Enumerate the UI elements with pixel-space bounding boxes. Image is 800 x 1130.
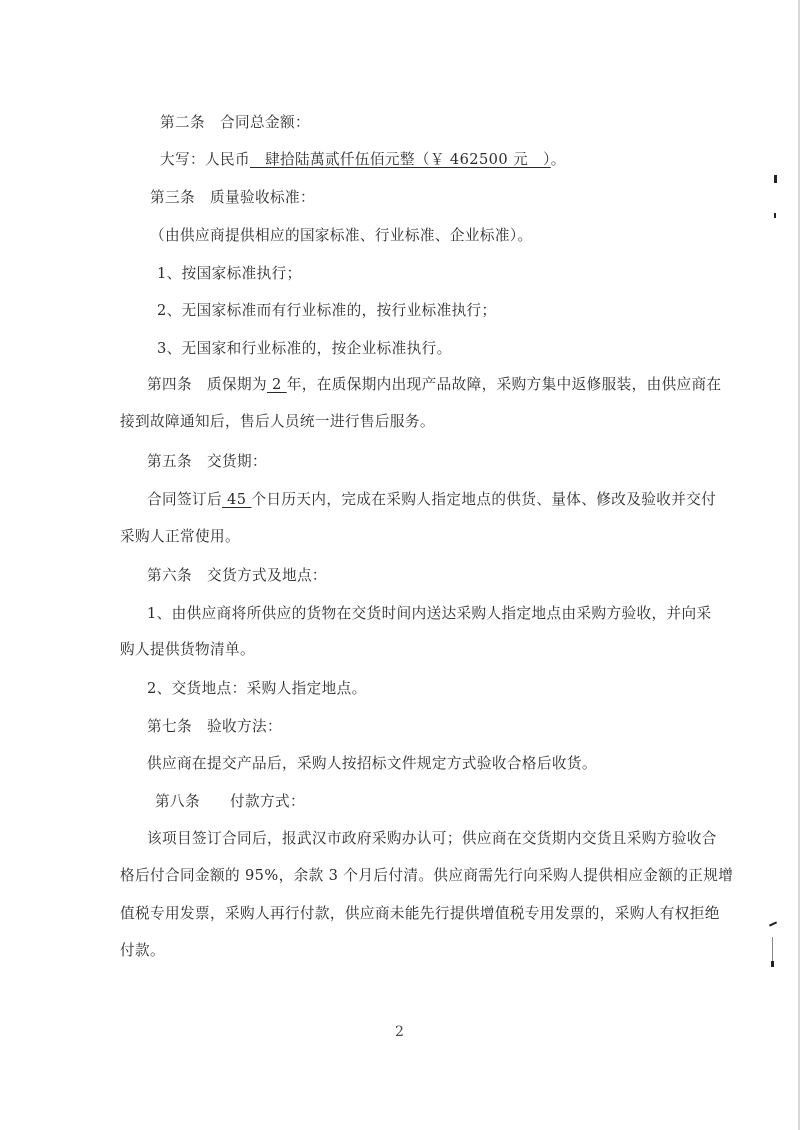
article-6-item-2: 2、交货地点：采购人指定地点。 (147, 680, 367, 697)
article-8-line-1: 该项目签订合同后，报武汉市政府采购办认可；供应商在交货期内交货且采购方验收合 (147, 830, 717, 847)
article-5-line-1 (147, 490, 716, 510)
article-3-intro: （由供应商提供相应的国家标准、行业标准、企业标准）。 (150, 227, 533, 244)
article-4-line-2: 接到故障通知后，售后人员统一进行售后服务。 (120, 413, 435, 430)
article-3-item-1: 1、按国家标准执行； (157, 265, 302, 282)
warranty-years: 2 (266, 376, 287, 393)
article-6-item-1-line-1: 1、由供应商将所供应的货物在交货时间内送达采购人指定地点由采购方验收，并向采 (147, 605, 712, 622)
delivery-suffix: 个日历天内，完成在采购人指定地点的供货、量体、修改及验收并交付 (251, 491, 717, 508)
article-5-title: 第五条 交货期： (147, 453, 267, 470)
delivery-prefix: 合同签订后 (147, 491, 222, 508)
page-number: 2 (395, 1024, 404, 1040)
article-8-line-2: 格后付合同金额的 95%，余款 3 个月后付清。供应商需先行向采购人提供相应金额的正规增 (120, 867, 734, 884)
article-3-title: 第三条 质量验收标准： (150, 189, 315, 206)
article-2-title: 第二条 合同总金额： (160, 114, 310, 131)
amount-suffix: 。 (550, 151, 566, 168)
scan-mark (771, 961, 774, 967)
article-6-title: 第六条 交货方式及地点： (147, 567, 327, 584)
scan-mark (774, 175, 777, 183)
article-6-item-1-line-2: 购人提供货物清单。 (120, 641, 255, 658)
warranty-suffix: 年，在质保期内出现产品故障，采购方集中返修服装，由供应商在 (286, 376, 722, 393)
scan-mark (769, 921, 777, 926)
article-8-line-3: 值税专用发票，采购人再行付款，供应商未能先行提供增值税专用发票的，采购人有权拒绝 (120, 905, 720, 922)
article-7-title: 第七条 验收方法： (147, 718, 282, 735)
delivery-days: 45 (221, 491, 252, 508)
article-3-item-3: 3、无国家和行业标准的，按企业标准执行。 (157, 340, 452, 357)
amount-prefix: 大写：人民币 (160, 151, 250, 168)
scan-mark (774, 213, 776, 218)
article-2-amount (160, 150, 566, 170)
article-4-line-1 (147, 375, 722, 395)
warranty-prefix: 第四条 质保期为 (147, 376, 267, 393)
article-8-title: 第八条 付款方式： (155, 793, 305, 810)
article-3-item-2: 2、无国家标准而有行业标准的，按行业标准执行； (157, 302, 497, 319)
article-7-body: 供应商在提交产品后，采购人按招标文件规定方式验收合格后收货。 (147, 755, 597, 772)
article-5-line-2: 采购人正常使用。 (120, 528, 240, 545)
amount-value: 肆拾陆萬贰仟伍佰元整（￥ 462500 元 ） (249, 151, 551, 168)
article-8-line-4: 付款。 (120, 942, 165, 959)
